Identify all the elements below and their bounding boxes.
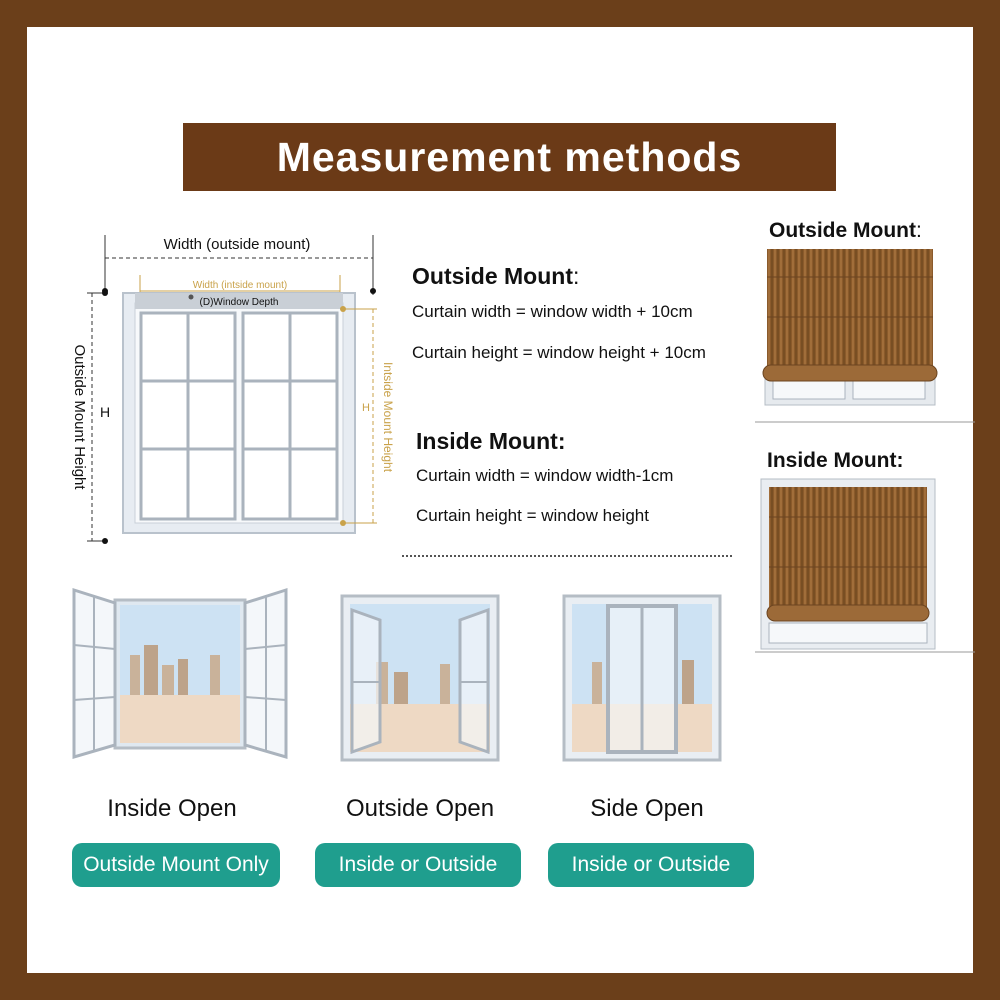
width-marker-right bbox=[370, 288, 376, 294]
inside-open-bldg-1 bbox=[130, 655, 140, 695]
inside-open-water bbox=[120, 695, 240, 743]
outside-photo-roll bbox=[763, 365, 937, 381]
badge-outside-mount-only: Outside Mount Only bbox=[72, 843, 280, 887]
inside-photo-roll bbox=[767, 605, 929, 621]
inside-open-bldg-5 bbox=[210, 655, 220, 695]
width-inside-label: Width (intside mount) bbox=[192, 280, 288, 291]
inside-height-marker-bottom bbox=[340, 520, 346, 526]
inside-mount-photo bbox=[755, 477, 977, 655]
divider-dotted bbox=[402, 555, 732, 557]
side-open-illustration bbox=[562, 592, 724, 764]
inside-height-marker-top bbox=[340, 306, 346, 312]
inside-mount-heading: Inside Mount: bbox=[416, 428, 566, 454]
inside-open-bldg-2 bbox=[144, 645, 158, 695]
inside-open-illustration bbox=[70, 585, 290, 765]
title-banner bbox=[183, 123, 836, 191]
side-open-bldg-2 bbox=[682, 660, 694, 704]
height-marker-bottom bbox=[102, 538, 108, 544]
window-depth-label: (D)Window Depth bbox=[199, 297, 279, 308]
badge-inside-or-outside-2: Inside or Outside Mount bbox=[548, 843, 754, 887]
h-outer-label: H bbox=[99, 404, 111, 420]
outside-height-rule: Curtain height = window height + 10cm bbox=[412, 343, 706, 362]
photo-inside-label: Inside Mount: bbox=[767, 449, 904, 472]
inside-open-bldg-4 bbox=[178, 659, 188, 695]
outside-open-label: Outside Open bbox=[345, 795, 495, 822]
inside-photo-blind bbox=[769, 487, 927, 619]
badge-inside-or-outside-1: Inside or Outside Mount bbox=[315, 843, 521, 887]
photo-outside-label: Outside Mount: bbox=[769, 219, 922, 242]
outside-open-bldg-3 bbox=[440, 664, 450, 704]
window-measurement-diagram bbox=[65, 225, 395, 555]
outside-open-bldg-2 bbox=[394, 672, 408, 704]
depth-marker bbox=[189, 295, 194, 300]
outside-height-label: Outside Mount Height bbox=[71, 344, 88, 490]
inside-photo-sill bbox=[769, 623, 927, 643]
outside-width-rule: Curtain width = window width + 10cm bbox=[412, 302, 693, 321]
height-marker-top bbox=[102, 290, 108, 296]
outside-photo-blind bbox=[767, 249, 933, 377]
outside-mount-photo bbox=[755, 247, 977, 425]
page-title: Measurement methods bbox=[276, 134, 743, 180]
side-open-bldg-1 bbox=[592, 662, 602, 704]
outside-open-illustration bbox=[340, 592, 502, 764]
width-outside-label: Width (outside mount) bbox=[163, 236, 311, 253]
inside-width-rule: Curtain width = window width-1cm bbox=[416, 466, 674, 485]
h-inner-label: H bbox=[362, 402, 370, 414]
inside-height-label: Intside Mount Height bbox=[381, 361, 395, 473]
inside-open-label: Inside Open bbox=[107, 795, 237, 822]
side-open-label: Side Open bbox=[590, 795, 704, 822]
inside-open-bldg-3 bbox=[162, 665, 174, 695]
inside-height-rule: Curtain height = window height bbox=[416, 506, 649, 525]
outside-mount-heading: Outside Mount: bbox=[412, 263, 580, 289]
